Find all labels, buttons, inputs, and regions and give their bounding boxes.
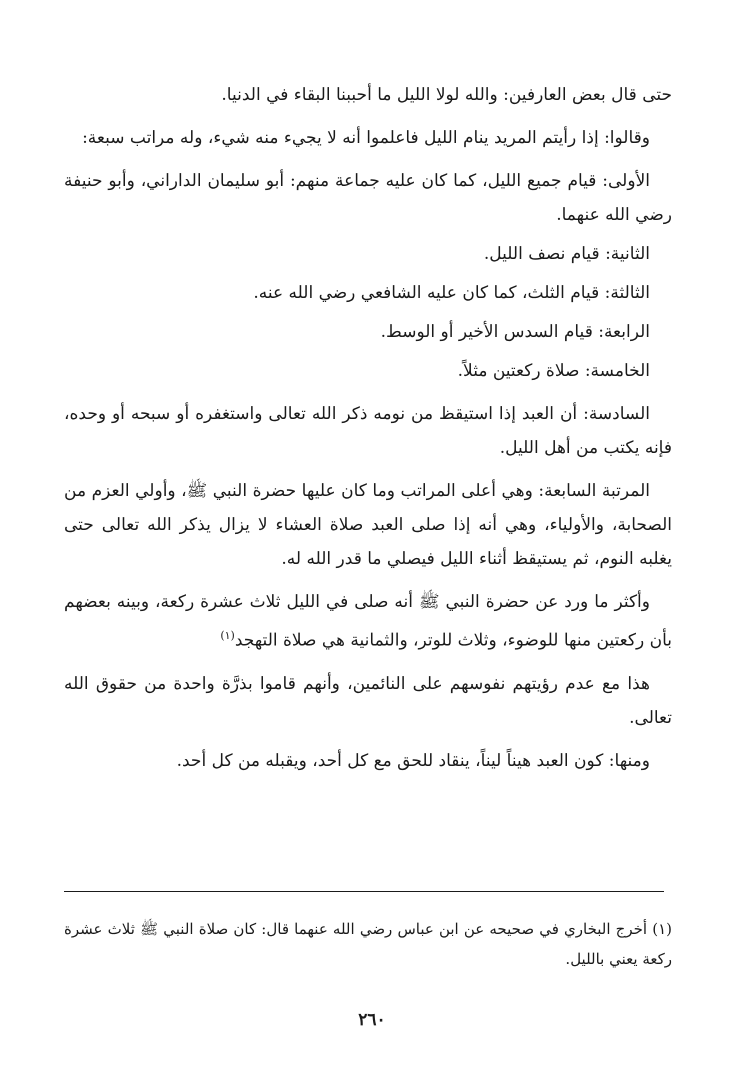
main-text xyxy=(64,78,672,778)
paragraph-10 xyxy=(64,585,672,658)
paragraph-5: الثالثة: قيام الثلث، كما كان عليه الشافعي رضي الله عنه. xyxy=(253,283,650,303)
footnote-1: (١) أخرج البخاري في صحيحه عن ابن عباس رضي الله عنهما قال: كان صلاة النبي ﷺ ثلاث عشرة ركعة يعني بالليل. xyxy=(64,920,672,968)
paragraph-1: حتى قال بعض العارفين: والله لولا الليل ما أحببنا البقاء في الدنيا. xyxy=(221,85,672,105)
paragraph-7: الخامسة: صلاة ركعتين مثلاً. xyxy=(457,361,650,381)
paragraph-10-text: وأكثر ما ورد عن حضرة النبي ﷺ أنه صلى في الليل ثلاث عشرة ركعة، وبينه بعضهم بأن ركعتين منها للوضوء، وثلاث للوتر، والثمانية هي صلاة التهجد xyxy=(64,592,672,651)
footnote-divider xyxy=(64,891,664,892)
paragraph-9: المرتبة السابعة: وهي أعلى المراتب وما كان عليها حضرة النبي ﷺ، وأولي العزم من الصحابة، والأولياء، وهي أنه إذا صلى العبد صلاة العشاء لا يزال يذكر الله تعالى حتى يغلبه النوم، ثم يستيقظ أثناء الليل فيصلي ما قدر الله له. xyxy=(64,481,672,569)
paragraph-8: السادسة: أن العبد إذا استيقظ من نومه ذكر الله تعالى واستغفره أو سبحه أو وحده، فإنه يكتب من أهل الليل. xyxy=(64,404,672,458)
footnote-reference[interactable]: (١) xyxy=(220,629,235,642)
paragraph-2: وقالوا: إذا رأيتم المريد ينام الليل فاعلموا أنه لا يجيء منه شيء، وله مراتب سبعة: xyxy=(82,128,650,148)
paragraph-3: الأولى: قيام جميع الليل، كما كان عليه جماعة منهم: أبو سليمان الداراني، وأبو حنيفة رضي الله عنهما. xyxy=(64,171,672,225)
paragraph-4: الثانية: قيام نصف الليل. xyxy=(483,244,650,264)
paragraph-11: هذا مع عدم رؤيتهم نفوسهم على النائمين، وأنهم قاموا بذرَّة واحدة من حقوق الله تعالى. xyxy=(64,673,672,728)
page-number: ٢٦٠ xyxy=(358,1010,386,1030)
paragraph-6: الرابعة: قيام السدس الأخير أو الوسط. xyxy=(380,322,650,342)
footnotes xyxy=(64,914,672,974)
paragraph-12: ومنها: كون العبد هيناً ليناً، ينقاد للحق مع كل أحد، ويقبله من كل أحد. xyxy=(176,750,650,771)
